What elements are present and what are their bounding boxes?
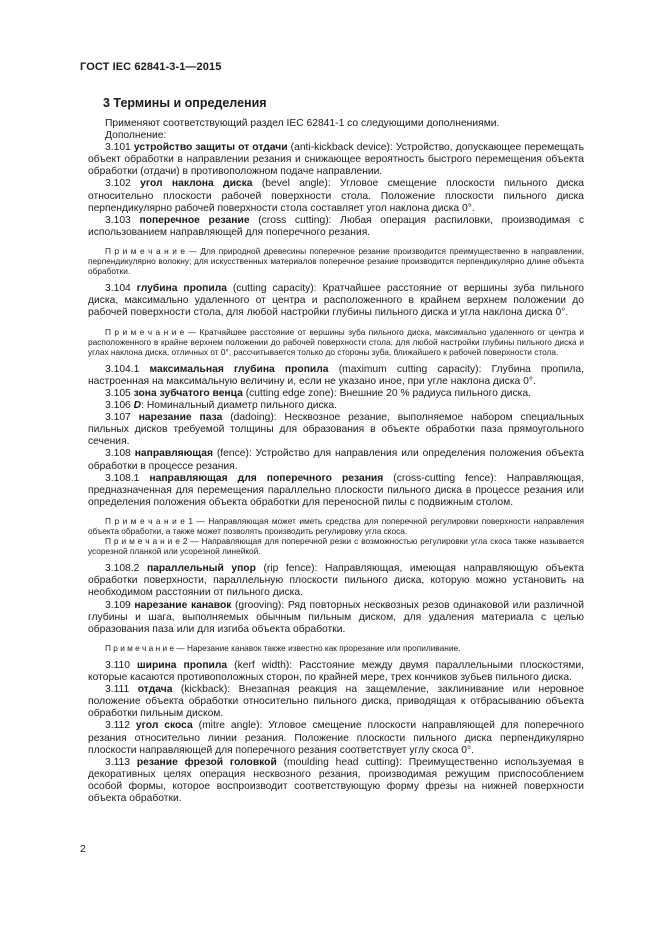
note-label: П р и м е ч а н и е (105, 642, 175, 653)
intro-line-2: Дополнение: (105, 130, 167, 142)
term-number: 3.110 (105, 659, 131, 671)
note-text: — Направляющая может иметь средства для поперечной регулировки поверхности направления объекта обработки, а также может позволять производить регулировку угла скоса. (88, 515, 585, 536)
term-definition: (bevel angle): Угловое смещение плоскости пильного диска относительно плоскости рабочей поверхности стола. Положение плоскости пильного диска перпендикулярно рабочей поверхности стола составляет угол наклона диска 0°. (88, 178, 584, 214)
term-name: резание фрезой головкой (136, 756, 277, 768)
term-3-106 (88, 400, 584, 412)
note-label: П р и м е ч а н и е 2 (105, 536, 188, 547)
term-definition: (cross cutting): Любая операция распиловки, производимая с использованием направляющей для поперечного резания. (88, 214, 584, 238)
note-3-108-1-second (88, 536, 584, 556)
term-name: нарезание паза (138, 412, 223, 424)
term-3-104 (88, 283, 584, 319)
term-name: устройство защиты от отдачи (133, 142, 288, 154)
term-name: направляющая (134, 448, 213, 460)
term-definition: (cutting capacity): Кратчайшее расстояние от вершины зуба пильного диска, максимально удаленного от центра и расположенного в крайнем верхнем положении до рабочей поверхности стола, для любой настройки глубины пильного диска и угла наклона диска 0°. (88, 283, 584, 319)
note-3-109 (88, 643, 584, 653)
term-definition: (cutting edge zone): Внешние 20 % радиуса пильного диска. (242, 387, 531, 399)
term-3-102 (88, 178, 584, 214)
term-number: 3.106 (105, 400, 131, 412)
term-number: 3.107 (105, 412, 131, 424)
term-name: направляющая для поперечного резания (149, 472, 384, 484)
term-3-103 (88, 215, 584, 239)
note-text: — Направляющая для поперечной резки с возможностью регулировки угла скоса также называется усорезной планкой или усорезной линейкой. (88, 536, 584, 557)
term-definition: (maximum cutting capacity): Глубина пропила, настроенная на максимальную величину и, если не указано иное, при угле наклона диска 0°. (88, 363, 584, 387)
note-3-103 (88, 246, 584, 276)
term-3-108 (88, 448, 584, 472)
term-name: параллельный упор (146, 563, 256, 575)
term-3-109 (88, 600, 584, 636)
term-3-111 (88, 684, 584, 720)
term-number: 3.104.1 (105, 363, 140, 375)
note-label: П р и м е ч а н и е 1 (105, 515, 194, 526)
page-number: 2 (80, 843, 86, 855)
term-number: 3.109 (105, 599, 131, 611)
term-number: 3.108.2 (105, 563, 140, 575)
term-3-107 (88, 412, 584, 448)
term-3-110 (88, 660, 584, 684)
term-definition: (rip fence): Направляющая, имеющая направляющую объекта обработки поверхности, параллельную плоскости пильного диска, которую можно установить на необходимом расстоянии от пильного диска. (88, 563, 584, 599)
term-3-101 (88, 142, 584, 178)
intro-line-1: Применяют соответствующий раздел IEC 62841-1 со следующими дополнениями. (105, 118, 500, 129)
term-3-104-1 (88, 364, 584, 388)
note-label: П р и м е ч а н и е (105, 245, 185, 256)
term-number: 3.105 (105, 387, 131, 399)
term-name: ширина пропила (137, 659, 228, 671)
term-definition: (anti-kickback device): Устройство, допускающее перемещать объект обработки в направлении резания и снижающее вероятность быстрого перемещения объекта обработки (отдачи) в противоположном подаче направлении. (88, 142, 584, 178)
term-definition: (grooving): Ряд повторных несквозных резов одинаковой или различной глубины и шага, выполняемых обычным пильным диском, для удаления материала с целью образования паза или для изгиба объекта обработки. (88, 599, 584, 635)
term-name: D (133, 400, 142, 412)
term-definition: (moulding head cutting): Преимущественно используемая в декоративных целях операция несквозного резания, производимая режущим приспособлением особой формы, которое воспроизводит соответствующую форму фрезы на нижней поверхности объекта обработки. (88, 756, 584, 804)
note-text: — Кратчайшее расстояние от вершины зуба пильного диска, максимально удаленного от центра и расположенного в крайне верхнем положении до рабочей поверхности стола, для любой настройки глубины пильного диска и углах наклона диска, отличных от 0°, рассчитывается только до стороны зуба, ближайшего к рабочей поверхности стола. (88, 326, 585, 357)
term-number: 3.108 (105, 448, 131, 460)
term-name: зона зубчатого венца (133, 387, 243, 399)
term-number: 3.102 (105, 178, 131, 190)
term-number: 3.112 (105, 720, 131, 732)
term-definition: : Номинальный диаметр пильного диска. (141, 400, 338, 412)
document-header: ГОСТ IEC 62841-3-1—2015 (80, 61, 222, 73)
term-3-113 (88, 757, 584, 805)
term-3-105 (88, 388, 584, 400)
term-name: глубина пропила (136, 283, 227, 295)
term-definition: (mitre angle): Угловое смещение плоскости направляющей для поперечного резания относительно линии резания. Положение плоскости пильного диска перпендикулярно плоскости направляющей для поперечного резания соответствует углу скоса 0°. (88, 720, 584, 756)
term-3-112 (88, 720, 584, 756)
term-number: 3.113 (105, 756, 131, 768)
term-number: 3.101 (105, 142, 131, 154)
term-name: поперечное резание (139, 214, 250, 226)
term-name: отдача (137, 684, 173, 696)
term-name: угол скоса (135, 720, 193, 732)
term-definition: (fence): Устройство для направления или определения положения объекта обработки в процессе резания. (88, 448, 584, 472)
note-text: — Нарезание канавок также известно как прорезание или пропиливание. (174, 642, 461, 653)
term-name: максимальная глубина пропила (149, 363, 329, 375)
term-number: 3.104 (105, 283, 131, 295)
note-3-104 (88, 327, 584, 357)
term-number: 3.103 (105, 214, 131, 226)
term-number: 3.108.1 (105, 472, 140, 484)
section-title: 3 Термины и определения (103, 96, 267, 110)
term-definition: (kickback): Внезапная реакция на защемление, заклинивание или неровное положение объекта обработки относительно пильного диска, приводящая к отбрасыванию объекта обработки пильным диском. (88, 684, 584, 720)
term-definition: (kerf width): Расстояние между двумя параллельными плоскостями, которые касаются противоположных сторон, по крайней мере, трех кончиков зубьев пильного диска. (88, 659, 584, 684)
term-name: угол наклона диска (140, 178, 253, 190)
term-name: нарезание канавок (134, 599, 232, 611)
term-definition: (cross-cutting fence): Направляющая, предназначенная для перемещения параллельно плоскости пильного диска в процессе резания или определения положения объекта обработки для переносной пилы с подвижным столом. (88, 472, 584, 508)
term-number: 3.111 (105, 684, 130, 696)
note-text: — Для природной древесины поперечное резание производится преимущественно в направлении, перпендикулярно волокну; для искусственных материалов поперечное резание производится перпендикулярно длине объекта обработки. (88, 245, 585, 277)
note-label: П р и м е ч а н и е (105, 326, 185, 337)
term-3-108-1 (88, 473, 584, 509)
term-3-108-2 (88, 563, 584, 599)
note-3-108-1-first (88, 516, 584, 536)
document-body (88, 96, 584, 805)
term-definition: (dadoing): Несквозное резание, выполняемое набором специальных пильных дисков требуемой толщины для образования в объекте обработки паза прямоугольного сечения. (88, 412, 584, 448)
